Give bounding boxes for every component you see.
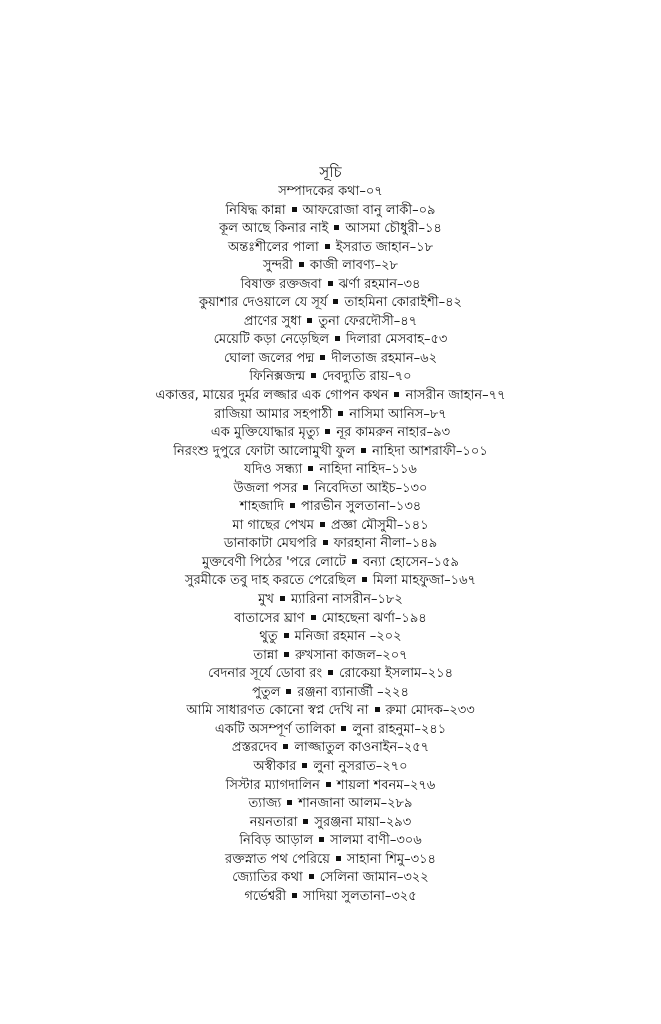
toc-entry	[0, 702, 661, 721]
story-title: বাতাসের ঘ্রাণ	[234, 610, 305, 626]
separator-square-icon	[334, 225, 339, 230]
author-page: কাজী লাবণ্য–২৮	[309, 258, 398, 274]
author-page: রঞ্জনা ব্যানার্জী –২২৪	[297, 684, 409, 700]
toc-entry	[0, 665, 661, 684]
story-title: জ্যোতির কথা	[232, 870, 303, 886]
separator-square-icon	[283, 744, 288, 749]
separator-square-icon	[323, 540, 328, 545]
separator-square-icon	[361, 448, 366, 453]
author-page: শায়লা শবনম–২৭৬	[336, 777, 436, 793]
toc-entry	[0, 721, 661, 740]
separator-square-icon	[325, 244, 330, 249]
toc-entry	[0, 814, 661, 833]
toc-entry	[0, 647, 661, 666]
author-page: সুরঞ্জনা মায়া–২৯৩	[314, 814, 412, 830]
author-page: দেবদ্যুতি রায়–৭০	[322, 369, 412, 385]
page-title: সূচি	[319, 163, 342, 181]
toc-entry	[0, 758, 661, 777]
toc-entry	[0, 572, 661, 591]
separator-square-icon	[284, 652, 289, 657]
story-title: কুয়াশার দেওয়ালে যে সূর্য	[199, 295, 328, 311]
separator-square-icon	[287, 800, 292, 805]
toc-entry	[0, 869, 661, 888]
story-title: শাহজাদি	[239, 499, 285, 515]
story-title: পুতুল	[252, 684, 281, 700]
toc-entry	[0, 350, 661, 369]
separator-square-icon	[320, 522, 325, 527]
story-title: আমি সাধারণত কোনো স্বপ্ন দেখি না	[186, 703, 369, 719]
author-page: মোহছেনা ঝর্ণা–১৯৪	[321, 610, 427, 626]
story-title: রক্তস্নাত পথ পেরিয়ে	[225, 851, 330, 867]
story-title: ত্যাজ্য	[248, 796, 282, 812]
toc-entry	[0, 443, 661, 462]
story-title: প্রাণের সুধা	[243, 313, 302, 329]
toc-entry	[0, 424, 661, 443]
separator-square-icon	[311, 373, 316, 378]
story-title: বেদনার সূর্যে ডোবা রং	[207, 666, 323, 682]
toc-entry	[0, 331, 661, 350]
separator-square-icon	[307, 318, 312, 323]
story-title: মেয়েটি কড়া নেড়েছিল	[213, 332, 330, 348]
author-page: দিলারা মেসবাহ–৫৩	[346, 332, 448, 348]
author-page: রোকেয়া ইসলাম–২১৪	[339, 666, 454, 682]
toc-list	[0, 183, 661, 906]
author-page: সেলিনা জামান–৩২২	[319, 870, 429, 886]
separator-square-icon	[394, 392, 399, 397]
separator-square-icon	[280, 596, 285, 601]
separator-square-icon	[303, 819, 308, 824]
separator-square-icon	[311, 615, 316, 620]
separator-square-icon	[292, 893, 297, 898]
author-page: পারভীন সুলতানা–১৩৪	[301, 499, 422, 515]
toc-entry	[0, 610, 661, 629]
story-title: প্রস্তরদেব	[231, 740, 278, 756]
toc-entry	[0, 554, 661, 573]
author-page: প্রজ্ঞা মৌসুমী–১৪১	[331, 517, 429, 533]
story-title: উজলা পসর	[233, 480, 298, 496]
toc-entry	[0, 591, 661, 610]
separator-square-icon	[302, 763, 307, 768]
story-title: এক মুক্তিযোদ্ধার মৃত্যু	[210, 425, 320, 441]
toc-entry	[0, 368, 661, 387]
toc-entry	[0, 276, 661, 295]
author-page: ঝর্ণা রহমান–৩৪	[338, 276, 421, 292]
separator-square-icon	[303, 485, 308, 490]
toc-entry	[0, 313, 661, 332]
author-page: মনিজা রহমান –২০২	[294, 629, 402, 645]
story-title: থুতু	[259, 629, 278, 645]
author-page: মিলা মাহফুজা–১৬৭	[372, 573, 477, 589]
story-title: যদিও সন্ধ্যা	[244, 462, 303, 478]
separator-square-icon	[308, 466, 313, 471]
author-page: নাসিমা আনিস–৮৭	[349, 406, 447, 422]
author-page: সালমা বাণী–৩০৬	[330, 833, 422, 849]
author-page: নাহিদা আশরাফী–১০১	[372, 443, 488, 459]
author-page: শানজানা আলম–২৮৯	[298, 796, 413, 812]
toc-entry	[0, 257, 661, 276]
story-title: সুরমীকে তবু দাহ করতে পেরেছিল	[184, 573, 356, 589]
toc-entry	[0, 202, 661, 221]
story-title: তান্না	[253, 647, 279, 663]
toc-entry	[0, 294, 661, 313]
separator-square-icon	[375, 707, 380, 712]
author-page: আফরোজা বানু লাকী–০৯	[302, 202, 436, 218]
story-title: সুন্দরী	[263, 258, 293, 274]
story-title: কূল আছে কিনার নাই	[219, 221, 329, 237]
author-page: লাজ্জাতুল কাওনাইন–২৫৭	[294, 740, 430, 756]
story-title: মা গাছের পেখম	[232, 517, 315, 533]
separator-square-icon	[341, 726, 346, 731]
toc-entry	[0, 535, 661, 554]
separator-square-icon	[336, 856, 341, 861]
author-page: তাহমিনা কোরাইশী–৪২	[344, 295, 462, 311]
toc-entry	[0, 239, 661, 258]
story-title: রাজিয়া আমার সহপাঠী	[214, 406, 333, 422]
toc-entry	[0, 795, 661, 814]
separator-square-icon	[284, 633, 289, 638]
separator-square-icon	[326, 782, 331, 787]
separator-square-icon	[325, 429, 330, 434]
story-title: গর্ভেশ্বরী	[244, 888, 287, 904]
separator-square-icon	[319, 837, 324, 842]
separator-square-icon	[290, 503, 295, 508]
story-title: অন্তঃশীলের পালা	[227, 239, 319, 255]
toc-entry	[0, 888, 661, 907]
separator-square-icon	[362, 577, 367, 582]
author-page: সাদিয়া সুলতানা–৩২৫	[303, 888, 417, 904]
toc-entry	[0, 517, 661, 536]
story-title: মুক্তবেণী পিঠের 'পরে লোটে	[202, 554, 347, 570]
toc-entry	[0, 387, 661, 406]
toc-entry	[0, 498, 661, 517]
author-page: আসমা চৌধুরী–১৪	[345, 221, 442, 237]
toc-entry	[0, 628, 661, 647]
author-page: বন্যা হোসেন–১৫৯	[363, 554, 459, 570]
story-title: নয়নতারা	[249, 814, 298, 830]
separator-square-icon	[352, 559, 357, 564]
author-page: তুনা ফেরদৌসী–৪৭	[318, 313, 418, 329]
toc-entry	[0, 406, 661, 425]
author-page: নিবেদিতা আইচ–১৩০	[314, 480, 428, 496]
toc-entry	[0, 777, 661, 796]
author-page: ম্যারিনা নাসরীন–১৮২	[290, 592, 403, 608]
story-title: মুখ	[258, 592, 274, 608]
story-title: সিস্টার ম্যাগদালিন	[225, 777, 320, 793]
author-page: নাসরীন জাহান–৭৭	[405, 388, 506, 404]
story-title: নিবিড় আড়াল	[239, 833, 314, 849]
author-page: নাহিদা নাহিদ–১১৬	[319, 462, 417, 478]
toc-entry	[0, 832, 661, 851]
story-title: একটি অসম্পূর্ণ তালিকা	[214, 721, 336, 737]
story-title: অস্বীকার	[253, 758, 297, 774]
author-page: লুনা রাহনুমা–২৪১	[352, 721, 447, 737]
author-page: সাহানা শিমু–৩১৪	[346, 851, 436, 867]
author-page: নূর কামরুন নাহার–৯৩	[336, 425, 451, 441]
separator-square-icon	[328, 670, 333, 675]
separator-square-icon	[286, 689, 291, 694]
story-title: একাত্তর, মায়ের দুর্মর লজ্জার এক গোপন কথন	[155, 388, 389, 404]
author-page: ইসরাত জাহান–১৮	[335, 239, 434, 255]
story-title: ডানাকাটা মেঘপরি	[223, 536, 317, 552]
toc-entry	[0, 220, 661, 239]
separator-square-icon	[292, 207, 297, 212]
separator-square-icon	[320, 355, 325, 360]
separator-square-icon	[328, 281, 333, 286]
separator-square-icon	[338, 411, 343, 416]
story-title: বিষাক্ত রক্তজবা	[240, 276, 322, 292]
author-page: লুনা নুসরাত–২৭০	[313, 758, 408, 774]
toc-entry	[0, 461, 661, 480]
toc-entry	[0, 739, 661, 758]
story-title: নিষিদ্ধ কান্না	[225, 202, 286, 218]
separator-square-icon	[299, 262, 304, 267]
story-title: ঘোলা জলের পদ্ম	[223, 350, 315, 366]
author-page: রুখসানা কাজল–২০৭	[295, 647, 408, 663]
separator-square-icon	[333, 299, 338, 304]
toc-entry	[0, 851, 661, 870]
author-page: ফারহানা নীলা–১৪৯	[333, 536, 438, 552]
author-page: রুমা মোদক–২৩৩	[385, 703, 475, 719]
story-title: ফিনিক্সজন্ম	[249, 369, 306, 385]
toc-entry	[0, 684, 661, 703]
separator-square-icon	[335, 336, 340, 341]
story-title: নিরংশু দুপুরে ফোটা আলোমুখী ফুল	[173, 443, 356, 459]
toc-entry	[0, 480, 661, 499]
separator-square-icon	[309, 874, 314, 879]
author-page: দীলতাজ রহমান–৬২	[331, 350, 438, 366]
toc-editor-note: সম্পাদকের কথা–০৭	[278, 184, 383, 199]
